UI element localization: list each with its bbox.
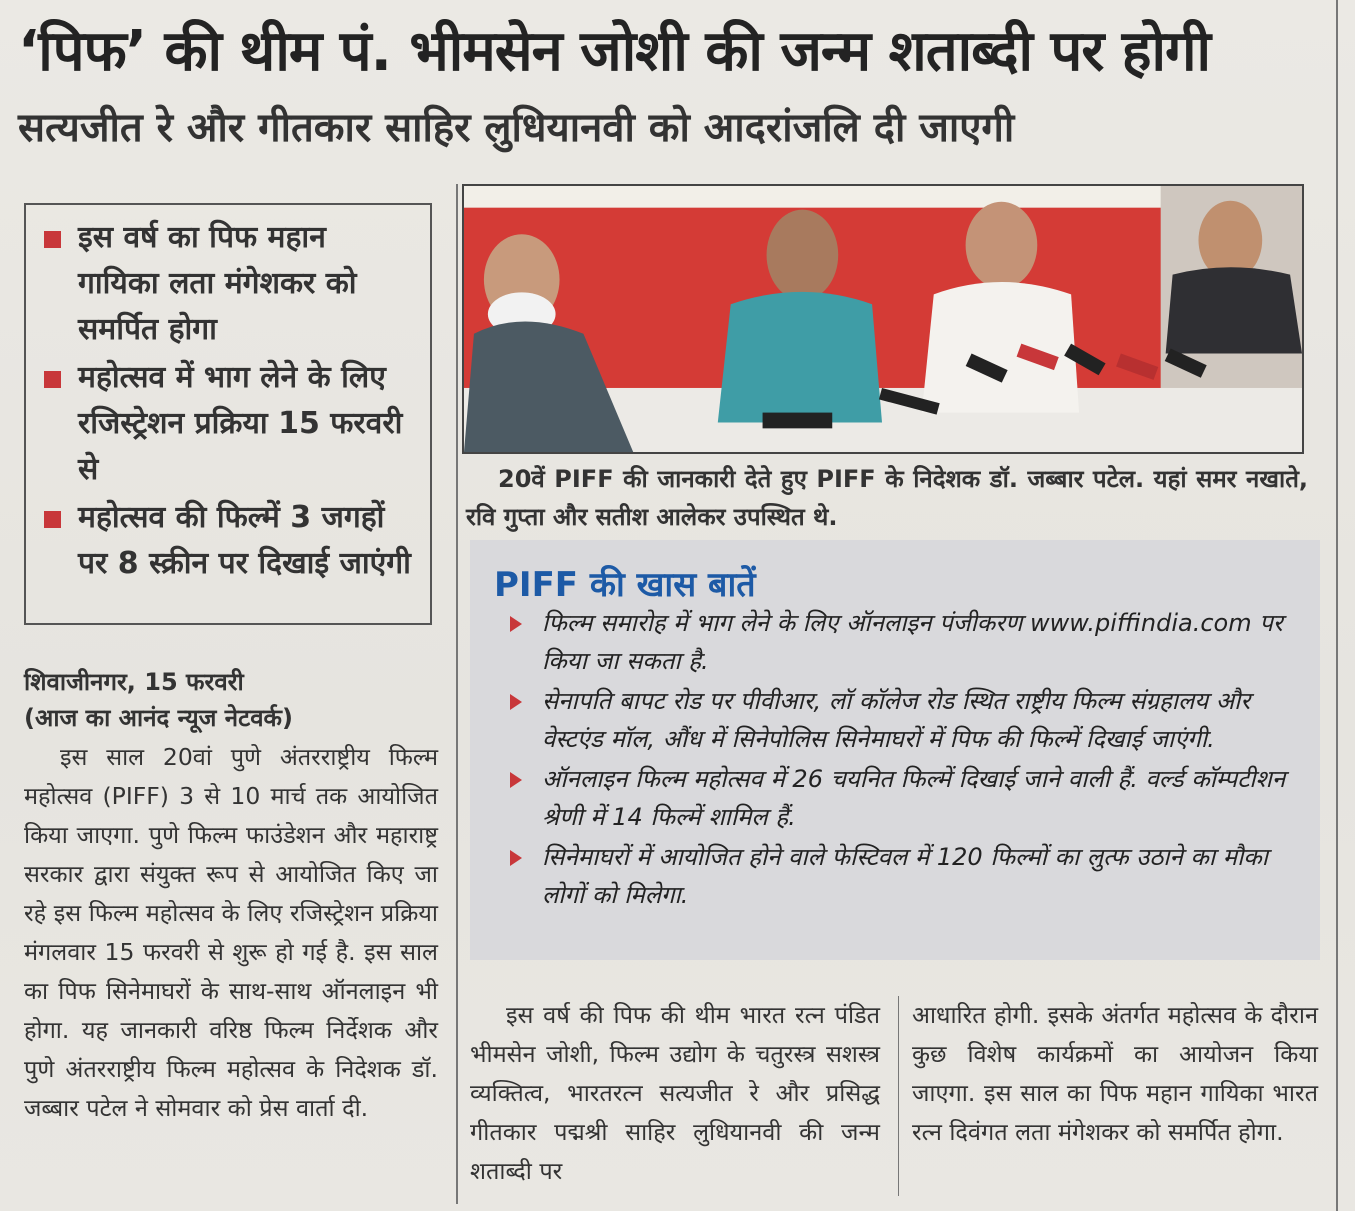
photo-caption: 20वें PIFF की जानकारी देते हुए PIFF के निदेशक डॉ. जब्बार पटेल. यहां समर नखाते, रवि गुप्ता और सतीश आलेकर उपस्थित थे. [466, 465, 1308, 531]
headline: ‘पिफ’ की थीम पं. भीमसेन जोशी की जन्म शताब्दी पर होगी [18, 19, 1211, 84]
list-item: ऑनलाइन फिल्म महोत्सव में 26 चयनित फिल्में दिखाई जाने वाली हैं. वर्ल्ड कॉम्पटीशन श्रेणी में 14 फिल्में शामिल हैं. [508, 760, 1308, 836]
column-divider [456, 184, 458, 1204]
dateline [24, 664, 444, 736]
press-conference-illustration [464, 186, 1302, 452]
highlight-item: महोत्सव में भाग लेने के लिए रजिस्ट्रेशन प्रक्रिया 15 फरवरी से [40, 355, 416, 493]
highlights-box [24, 203, 432, 625]
square-bullet-icon [44, 371, 61, 388]
body-column-1: इस साल 20वां पुणे अंतरराष्ट्रीय फिल्म महोत्सव (PIFF) 3 से 10 मार्च तक आयोजित किया जाएगा. पुणे फिल्म फाउंडेशन और महाराष्ट्र सरकार द्वारा संयुक्त रूप से आयोजित किए जा रहे इस फिल्म महोत्सव के लिए रजिस्ट्रेशन प्रक्रिया मंगलवार 15 फरवरी से शुरू हो गई है. इस साल का पिफ सिनेमाघरों के साथ-साथ ऑनलाइन भी होगा. यह जानकारी वरिष्ठ फिल्म निर्देशक और पुणे अंतरराष्ट्रीय फिल्म महोत्सव के निदेशक डॉ. जब्बार पटेल ने सोमवार को प्रेस वार्ता दी. [24, 743, 438, 1122]
square-bullet-icon [44, 511, 61, 528]
piff-box-title: PIFF की खास बातें [494, 565, 756, 605]
subheadline: सत्यजीत रे और गीतकार साहिर लुधियानवी को आदरांजलि दी जाएगी [18, 105, 1015, 151]
highlight-item: इस वर्ष का पिफ महान गायिका लता मंगेशकर को समर्पित होगा [40, 215, 416, 353]
dateline-agency: (आज का आनंद न्यूज नेटवर्क) [24, 704, 293, 732]
highlight-item: महोत्सव की फिल्में 3 जगहों पर 8 स्क्रीन पर दिखाई जाएंगी [40, 495, 416, 587]
body-column-2: इस वर्ष की पिफ की थीम भारत रत्न पंडित भीमसेन जोशी, फिल्म उद्योग के चतुरस्त्र सशस्त्र व्यक्तित्व, भारतरत्न सत्यजीत रे और प्रसिद्ध गीतकार पद्मश्री साहिर लुधियानवी की जन्म शताब्दी पर [470, 1001, 880, 1185]
list-item: सेनापति बापट रोड पर पीवीआर, लॉ कॉलेज रोड स्थित राष्ट्रीय फिल्म संग्रहालय और वेस्टएंड मॉल, औंध में सिनेपोलिस सिनेमाघरों में पिफ की फिल्में दिखाई जाएंगी. [508, 682, 1308, 758]
triangle-bullet-icon [510, 694, 522, 710]
triangle-bullet-icon [510, 850, 522, 866]
column-divider [898, 996, 899, 1196]
square-bullet-icon [44, 231, 61, 248]
triangle-bullet-icon [510, 616, 522, 632]
piff-highlights-box [470, 540, 1320, 960]
page-edge-rule [1336, 0, 1338, 1211]
triangle-bullet-icon [510, 772, 522, 788]
list-item: सिनेमाघरों में आयोजित होने वाले फेस्टिवल में 120 फिल्मों का लुत्फ उठाने का मौका लोगों को मिलेगा. [508, 838, 1308, 914]
piff-list [508, 604, 1308, 916]
dateline-place-date: शिवाजीनगर, 15 फरवरी [24, 668, 244, 696]
press-conference-photo [462, 184, 1304, 454]
body-column-3: आधारित होगी. इसके अंतर्गत महोत्सव के दौरान कुछ विशेष कार्यक्रमों का आयोजन किया जाएगा. इस साल का पिफ महान गायिका भारत रत्न दिवंगत लता मंगेशकर को समर्पित होगा. [912, 1001, 1318, 1146]
list-item: फिल्म समारोह में भाग लेने के लिए ऑनलाइन पंजीकरण www.piffindia.com पर किया जा सकता है. [508, 604, 1308, 680]
